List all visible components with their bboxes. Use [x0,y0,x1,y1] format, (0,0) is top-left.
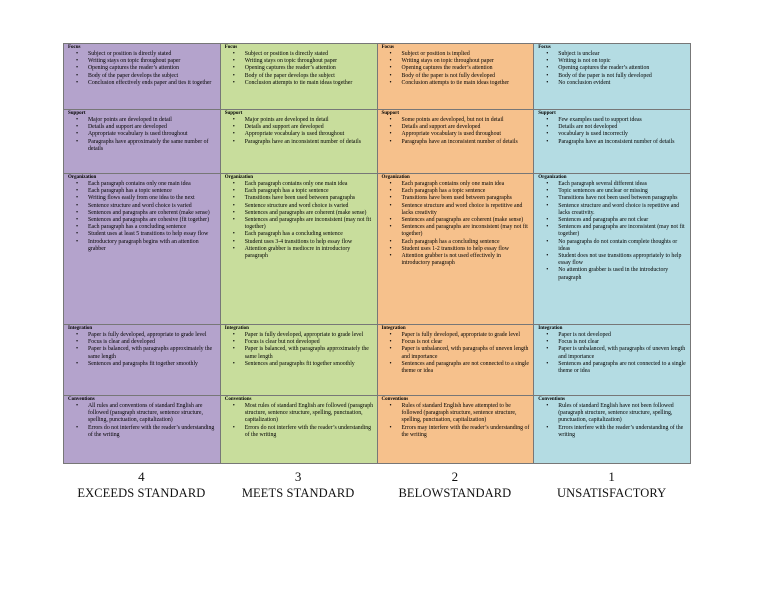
criterion-item: • Few examples used to support ideas [558,117,687,124]
score-label: BELOWSTANDARD [398,486,512,500]
criterion-item: • Sentences and paragraphs fit together smoothly [88,361,217,368]
score-label: UNSATISFACTORY [556,486,667,500]
criterion-item: • Writing is not on topic [558,58,687,65]
criterion-item: • Paper is fully developed, appropriate to grade level [402,332,531,339]
rubric-cell [378,396,535,464]
criterion-item: • Subject is unclear [558,51,687,58]
criterion-heading: Organization [68,175,97,180]
rubric-cell [534,396,691,464]
criterion-item: • Most rules of standard English are followed (paragraph structure, sentence structure, spelling, punctuation, capitalization) [245,403,374,425]
criterion-item: • No paragraphs do not contain complete thoughts or ideas [558,239,687,253]
score-number: 1 [608,469,615,484]
criterion-heading: Support [381,111,400,116]
criterion-item: • Each paragraph several different ideas [558,181,687,188]
criterion-item: • vocabulary is used incorrectly [558,131,687,138]
criterion-item: • Focus is not clear [402,339,531,346]
rubric-cell [64,396,221,464]
criterion-item: • Paper is not developed [558,332,687,339]
criterion-item: • Details and support are developed [88,124,217,131]
criterion-heading: Support [224,111,243,116]
criterion-item: • Body of the paper develops the subject [88,73,217,80]
criterion-list [225,181,374,260]
criterion-item: • Each paragraph has a concluding sentence [402,239,531,246]
criterion-item: • Subject or position is implied [402,51,531,58]
criterion-item: • Appropriate vocabulary is used throughout [402,131,531,138]
criterion-item: • Each paragraph has a concluding sentence [245,231,374,238]
criterion-item: • Topic sentences are unclear or missing [558,188,687,195]
criterion-item: • Focus is not clear [558,339,687,346]
score-number: 4 [138,469,145,484]
criterion-item: • Paper is fully developed, appropriate to grade level [245,332,374,339]
criterion-item: • Paper is unbalanced, with paragraphs of uneven length and importance [558,346,687,360]
criterion-item: • Transitions have not been used between paragraphs [558,195,687,202]
rubric-cell [221,44,378,110]
criterion-item: • Major points are developed in detail [88,117,217,124]
criterion-item: • Each paragraph has a topic sentence [88,188,217,195]
criterion-item: • Paper is unbalanced, with paragraphs of uneven length and importance [402,346,531,360]
criterion-item: • Appropriate vocabulary is used throughout [88,131,217,138]
rubric-cell [64,110,221,174]
criterion-heading: Organization [224,175,254,180]
criterion-item: • Opening captures the reader’s attention [558,65,687,72]
rubric-cell [64,44,221,110]
criterion-list [538,117,687,146]
criterion-item: • Attention grabber is mediocre in introductory paragraph [245,246,374,260]
criterion-item: • Sentences and paragraphs are not connected to a single theme or idea [558,361,687,375]
criterion-item: • Each paragraph has a topic sentence [245,188,374,195]
score-label: EXCEEDS STANDARD [77,486,206,500]
criterion-list [538,51,687,87]
criterion-item: • Details and support are developed [402,124,531,131]
rubric-cell [378,174,535,325]
criterion-item: • Paragraphs have approximately the same number of details [88,139,217,153]
criterion-list [225,117,374,146]
criterion-item: • Sentences and paragraphs are coherent (make sense) [245,210,374,217]
criterion-item: • Transitions have been used between paragraphs [245,195,374,202]
criterion-heading: Conventions [538,397,565,402]
rubric-cell [534,110,691,174]
rubric-cell [378,44,535,110]
criterion-item: • Conclusion effectively ends paper and ties it together [88,80,217,87]
criterion-list [538,332,687,375]
criterion-heading: Integration [381,326,406,331]
criterion-item: • Paragraphs have an inconsistent number of details [558,139,687,146]
criterion-heading: Focus [224,45,238,50]
score-number: 3 [294,469,302,484]
criterion-item: • Sentences and paragraphs are coherent (make sense) [402,217,531,224]
criterion-item: • Some points are developed, but not in detail [402,117,531,124]
criterion-heading: Integration [68,326,93,331]
criterion-item: • Errors do not interfere with the reader’s understanding of the writing [245,425,374,439]
criterion-item: • Paper is balanced, with paragraphs approximately the same length [88,346,217,360]
criterion-list [225,51,374,87]
rubric-score-legend [63,470,690,500]
criterion-heading: Organization [381,175,410,180]
criterion-item: • Subject or position is directly stated [245,51,374,58]
rubric-cell [221,110,378,174]
score-level [533,470,690,500]
criterion-item: • Student uses 1-2 transitions to help essay flow [402,246,531,253]
criterion-item: • Opening captures the reader’s attention [402,65,531,72]
criterion-item: • Sentence structure and word choice is repetitive and lacks creativity. [558,203,687,217]
criterion-item: • Paper is fully developed, appropriate to grade level [88,332,217,339]
criterion-item: • Body of the paper develops the subject [245,73,374,80]
criterion-heading: Focus [68,45,81,50]
score-level [63,470,220,500]
criterion-item: • Errors may interfere with the reader’s understanding of the writing [402,425,531,439]
criterion-item: • Paper is balanced, with paragraphs approximately the same length [245,346,374,360]
criterion-heading: Organization [538,175,567,180]
criterion-item: • Focus is clear and developed [88,339,217,346]
criterion-item: • Sentences and paragraphs are not connected to a single theme or idea [402,361,531,375]
criterion-item: • Body of the paper is not fully developed [402,73,531,80]
criterion-item: • Each paragraph contains only one main idea [402,181,531,188]
criterion-list [382,332,531,375]
rubric-cell [64,174,221,325]
criterion-item: • Conclusion attempts to tie main ideas together [245,80,374,87]
criterion-item: • Writing stays on topic throughout paper [245,58,374,65]
score-label: MEETS STANDARD [241,486,355,500]
criterion-item: • Each paragraph contains only one main idea [88,181,217,188]
score-number: 2 [451,469,459,484]
criterion-list [382,181,531,267]
criterion-item: • Sentences and paragraphs are inconsistent (may not fit together) [558,224,687,238]
criterion-item: • Subject or position is directly stated [88,51,217,58]
criterion-item: • Body of the paper is not fully developed [558,73,687,80]
criterion-item: • Opening captures the reader’s attention [245,65,374,72]
criterion-list [225,403,374,439]
criterion-list [225,332,374,368]
rubric-table [63,43,691,464]
criterion-item: • Student uses 3-4 transitions to help essay flow [245,239,374,246]
criterion-item: • Student uses at least 5 transitions to help essay flow [88,231,217,238]
criterion-item: • Conclusion attempts to tie main ideas together [402,80,531,87]
criterion-list [68,117,217,153]
rubric-cell [534,44,691,110]
criterion-list [68,181,217,253]
criterion-item: • Sentences and paragraphs are cohesive (fit together) [88,217,217,224]
criterion-item: • Paragraphs have an inconsistent number of details [245,139,374,146]
criterion-item: • Focus is clear but not developed [245,339,374,346]
criterion-item: • Appropriate vocabulary is used throughout [245,131,374,138]
criterion-item: • Each paragraph contains only one main idea [245,181,374,188]
criterion-item: • Errors interfere with the reader’s understanding of the writing [558,425,687,439]
rubric-cell [221,396,378,464]
criterion-list [68,403,217,439]
rubric-cell [64,325,221,396]
criterion-list [538,403,687,439]
criterion-heading: Focus [381,45,394,50]
criterion-list [382,117,531,146]
criterion-item: • Writing flows easily from one idea to the next [88,195,217,202]
criterion-heading: Support [68,111,86,116]
criterion-item: • Writing stays on topic throughout paper [88,58,217,65]
criterion-item: • No conclusion evident [558,80,687,87]
criterion-item: • Sentences and paragraphs are not clear [558,217,687,224]
criterion-item: • Paragraphs have an inconsistent number of details [402,139,531,146]
criterion-item: • Each paragraph has a concluding sentence [88,224,217,231]
criterion-list [68,51,217,87]
criterion-item: • Introductory paragraph begins with an attention grabber [88,239,217,253]
criterion-item: • Major points are developed in detail [245,117,374,124]
criterion-item: • Rules of standard English have attempted to be followed (paragraph structure, sentence structure, spelling, punctuation, capitalization) [402,403,531,425]
criterion-list [382,403,531,439]
criterion-item: • Student does not use transitions appropriately to help essay flow [558,253,687,267]
criterion-list [382,51,531,87]
rubric-cell [221,174,378,325]
score-level [377,470,534,500]
criterion-item: • Sentences and paragraphs are inconsistent (may not fit together) [402,224,531,238]
criterion-item: • Sentences and paragraphs are coherent (make sense) [88,210,217,217]
criterion-item: • All rules and conventions of standard English are followed (paragraph structure, sentence structure, spelling, punctuation, capitalization) [88,403,217,425]
criterion-item: • Transitions have been used between paragraphs [402,195,531,202]
criterion-heading: Conventions [68,397,95,402]
criterion-item: • Opening captures the reader’s attention [88,65,217,72]
rubric-cell [534,325,691,396]
criterion-heading: Conventions [224,397,252,402]
criterion-item: • Each paragraph has a topic sentence [402,188,531,195]
criterion-list [68,332,217,368]
criterion-item: • Sentence structure and word choice is repetitive and lacks creativity [402,203,531,217]
criterion-heading: Integration [224,326,249,331]
criterion-item: • Sentence structure and word choice is varied [245,203,374,210]
criterion-item: • Attention grabber is not used effectively in introductory paragraph [402,253,531,267]
rubric-cell [221,325,378,396]
rubric-cell [378,110,535,174]
rubric-cell [534,174,691,325]
criterion-item: • Errors do not interfere with the reader’s understanding of the writing [88,425,217,439]
score-level [220,470,377,500]
criterion-item: • Details are not developed [558,124,687,131]
criterion-item: • Details and support are developed [245,124,374,131]
criterion-heading: Integration [538,326,563,331]
criterion-item: • Sentences and paragraphs fit together smoothly [245,361,374,368]
criterion-heading: Conventions [381,397,409,402]
criterion-item: • No attention grabber is used in the introductory paragraph [558,267,687,281]
criterion-heading: Support [538,111,556,116]
criterion-heading: Focus [538,45,551,50]
criterion-item: • Sentences and paragraphs are inconsistent (may not fit together) [245,217,374,231]
criterion-item: • Sentence structure and word choice is varied [88,203,217,210]
criterion-item: • Rules of standard English have not been followed (paragraph structure, sentence structure, spelling, punctuation, capitalization) [558,403,687,425]
criterion-item: • Writing stays on topic throughout paper [402,58,531,65]
rubric-cell [378,325,535,396]
criterion-list [538,181,687,282]
